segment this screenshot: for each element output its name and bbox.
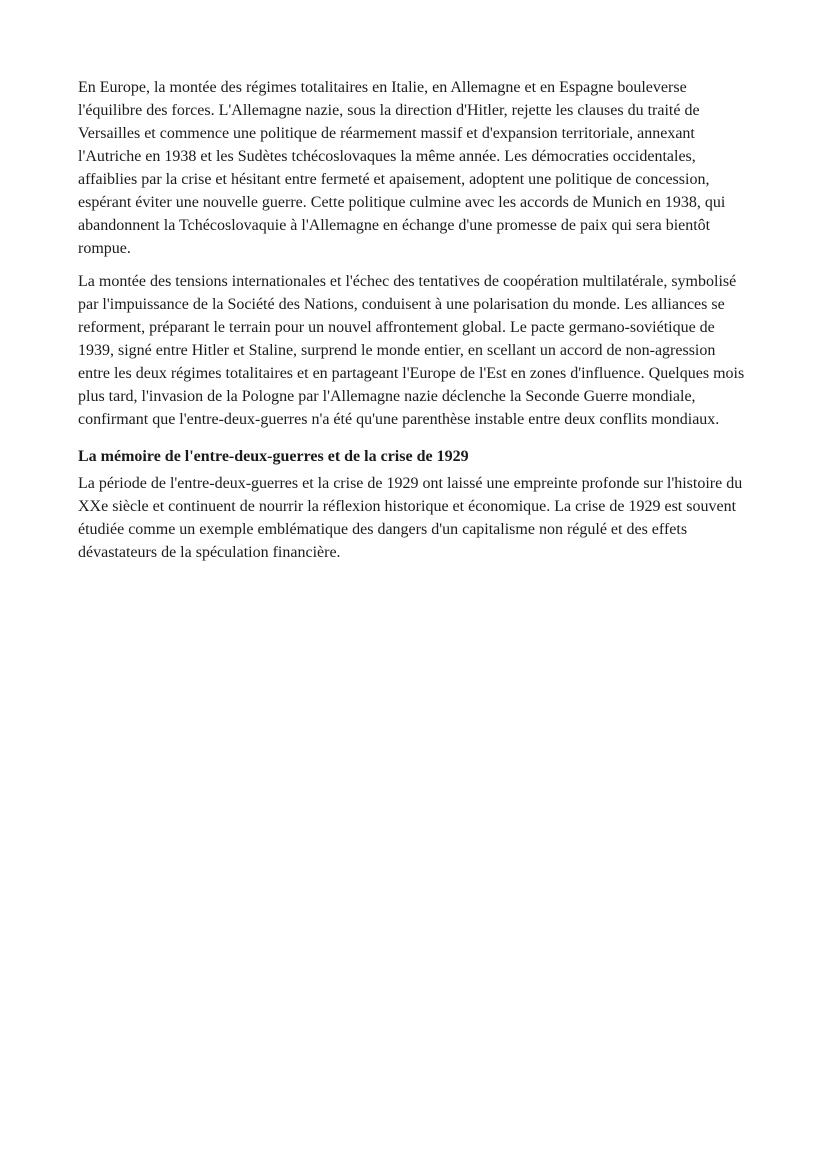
body-paragraph-memoire-crise: La période de l'entre-deux-guerres et la crise de 1929 ont laissé une empreinte profonde sur l'histoire du XXe siècle et continuent de nourrir la réflexion historique et économique. La crise de 1929 est souvent étudiée comme un exemple emblématique des dangers d'un capitalisme non régulé et des effets dévastateurs de la spéculation financière. [78, 475, 743, 561]
body-paragraph-international-tensions: La montée des tensions internationales et l'échec des tentatives de coopération multilatérale, symbolisé par l'impuissance de la Société des Nations, conduisent à une polarisation du monde. Les alliances se reforment, préparant le terrain pour un nouvel affrontement global. Le pacte germano-soviétique de 1939, signé entre Hitler et Staline, surprend le monde entier, en scellant un accord de non-agression entre les deux régimes totalitaires et en partageant l'Europe de l'Est en zones d'influence. Quelques mois plus tard, l'invasion de la Pologne par l'Allemagne nazie déclenche la Seconde Guerre mondiale, confirmant que l'entre-deux-guerres n'a été qu'une parenthèse instable entre deux conflits mondiaux. [78, 273, 745, 428]
body-paragraph-europe-totalitarianism: En Europe, la montée des régimes totalitaires en Italie, en Allemagne et en Espagne bouleverse l'équilibre des forces. L'Allemagne nazie, sous la direction d'Hitler, rejette les clauses du traité de Versailles et commence une politique de réarmement massif et d'expansion territoriale, annexant l'Autriche en 1938 et les Sudètes tchécoslovaques la même année. Les démocraties occidentales, affaiblies par la crise et hésitant entre fermeté et apaisement, adoptent une politique de concession, espérant éviter une nouvelle guerre. Cette politique culmine avec les accords de Munich en 1938, qui abandonnent la Tchécoslovaquie à l'Allemagne en échange d'une promesse de paix qui sera bientôt rompue. [78, 79, 726, 257]
document-text-block [78, 76, 748, 564]
section-heading-memoire: La mémoire de l'entre-deux-guerres et de la crise de 1929 [78, 448, 469, 465]
